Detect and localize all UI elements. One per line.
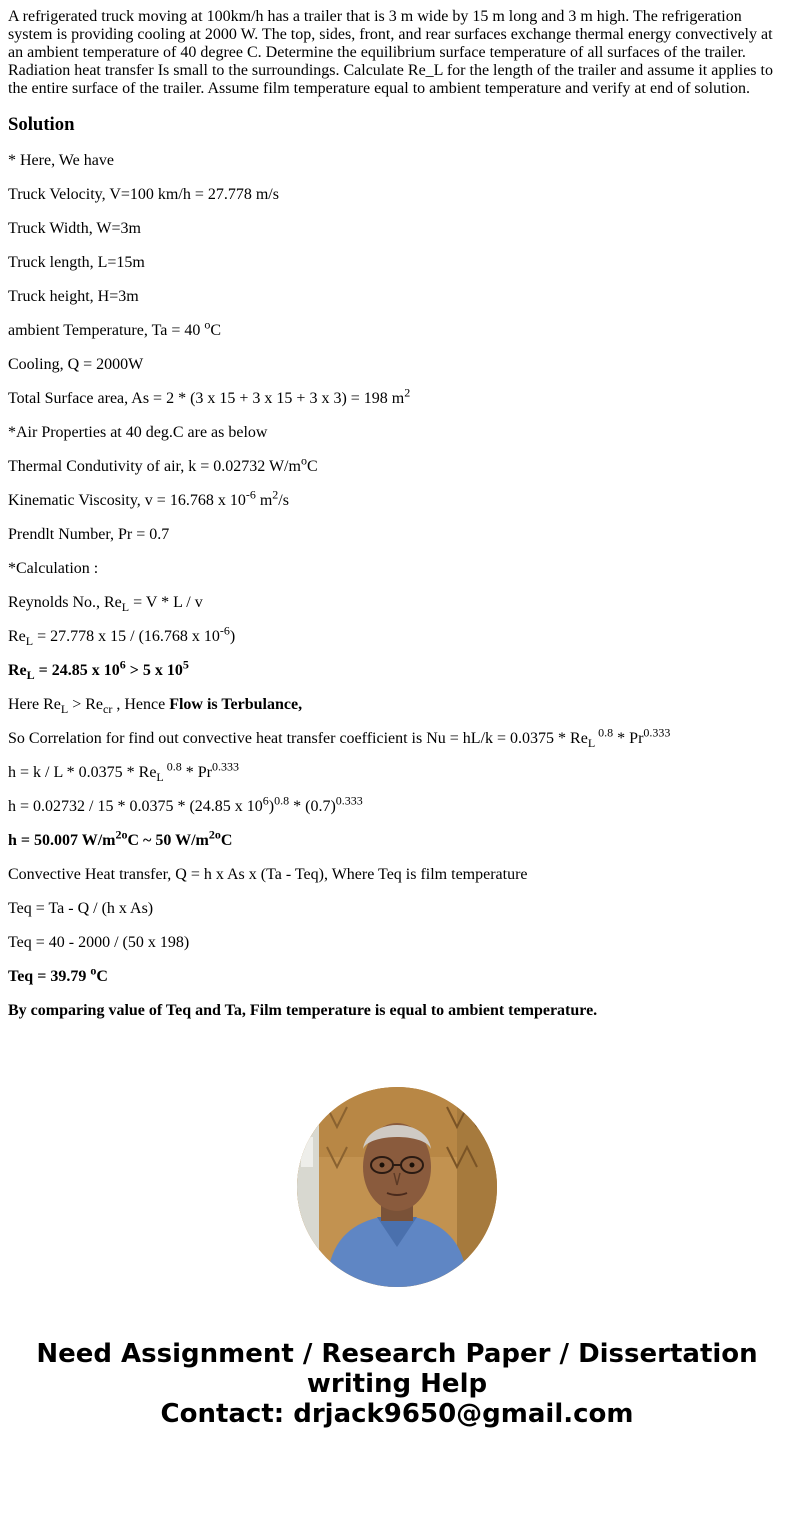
given-width: Truck Width, W=3m [8, 220, 141, 237]
calculation-intro: *Calculation : [8, 560, 99, 577]
h-result: h = 50.007 $W/m^{2o}C$ ~ 50 $W/m^{2o}C$ [8, 827, 233, 849]
reynolds-substitution: $Re_L = 27.778$ x 15 / (16.768 x $10^{-6}$) [8, 623, 236, 649]
portrait-illustration [297, 1087, 497, 1287]
air-properties-intro: *Air Properties at 40 deg.C are as below [8, 424, 268, 441]
problem-statement: A refrigerated truck moving at 100km/h has a trailer that is 3 m wide by 15 m long and 3 m high. The refrigeration system is providing cooling at 2000 W. The top, sides, front, and rear surfaces exchange thermal energy convectively at an ambient temperature of 40 degree C. Determine the equilibrium surface temperature of all surfaces of the trailer. Radiation heat transfer Is small to the surroundings. Calculate Re_L for the length of the trailer and assume it applies to the entire surface of the trailer. Assume film temperature equal to ambient temperature and verify at end of solution. [8, 8, 773, 97]
promo-footer [8, 1339, 786, 1429]
convective-heat-transfer-equation: Convective Heat transfer, Q = h x As x (Ta - Teq), Where Teq is film temperature [8, 866, 528, 883]
h-formula: $h = k / L * 0.0375 * Re_L$ $^{0.8} * Pr^{0.333}$ [8, 759, 239, 785]
given-intro: * Here, We have [8, 152, 114, 169]
h-substitution: h = 0.02732 / 15 * 0.0375 * (24.85 x $10^6)^{0.8} * (0.7)^{0.333}$ [8, 793, 363, 815]
nusselt-correlation: So Correlation for find out convective heat transfer coefficient is $Nu = hL/k = 0.0375 * Re_L$ $^{0.8} * Pr^{0.333}$ [8, 725, 671, 751]
flow-regime: Here $Re_L > Re_{cr}$ , Hence Flow is Terbulance, [8, 696, 303, 717]
air-thermal-conductivity: Thermal Condutivity of air, k = 0.02732 $W/m^oC$ [8, 453, 318, 475]
air-prandtl-number: Prendlt Number, Pr = 0.7 [8, 526, 170, 543]
promo-line-1: Need Assignment / Research Paper / Dissertation [36, 1339, 758, 1369]
given-cooling: Cooling, Q = 2000W [8, 356, 144, 373]
given-velocity: Truck Velocity, V=100 km/h = 27.778 m/s [8, 186, 279, 203]
author-photo-container [8, 1087, 786, 1287]
conclusion: By comparing value of Teq and Ta, Film temperature is equal to ambient temperature. [8, 1002, 598, 1019]
reynolds-formula: Reynolds No., $Re_L = V * L / v$ [8, 594, 203, 615]
reynolds-result: $Re_L = 24.85$ x $10^6 > 5$ x $10^5$ [8, 657, 189, 683]
given-ambient-temperature: ambient Temperature, Ta = 40 $^o$C [8, 317, 222, 339]
teq-formula: Teq = Ta - Q / (h x As) [8, 900, 154, 917]
solution-heading: Solution [8, 114, 75, 135]
teq-substitution: Teq = 40 - 2000 / (50 x 198) [8, 934, 190, 951]
given-surface-area: Total Surface area, As = 2 * (3 x 15 + 3 x 15 + 3 x 3) = 198 $m^2$ [8, 385, 411, 407]
promo-contact: Contact: drjack9650@gmail.com [160, 1399, 634, 1429]
air-kinematic-viscosity: Kinematic Viscosity, v = 16.768 x $10^{-6}$ $m^2/s$ [8, 487, 289, 509]
given-length: Truck length, L=15m [8, 254, 145, 271]
promo-line-2: writing Help [306, 1369, 488, 1399]
author-photo [297, 1087, 497, 1287]
given-height: Truck height, H=3m [8, 288, 139, 305]
teq-result: Teq = 39.79 $^o$C [8, 963, 108, 985]
